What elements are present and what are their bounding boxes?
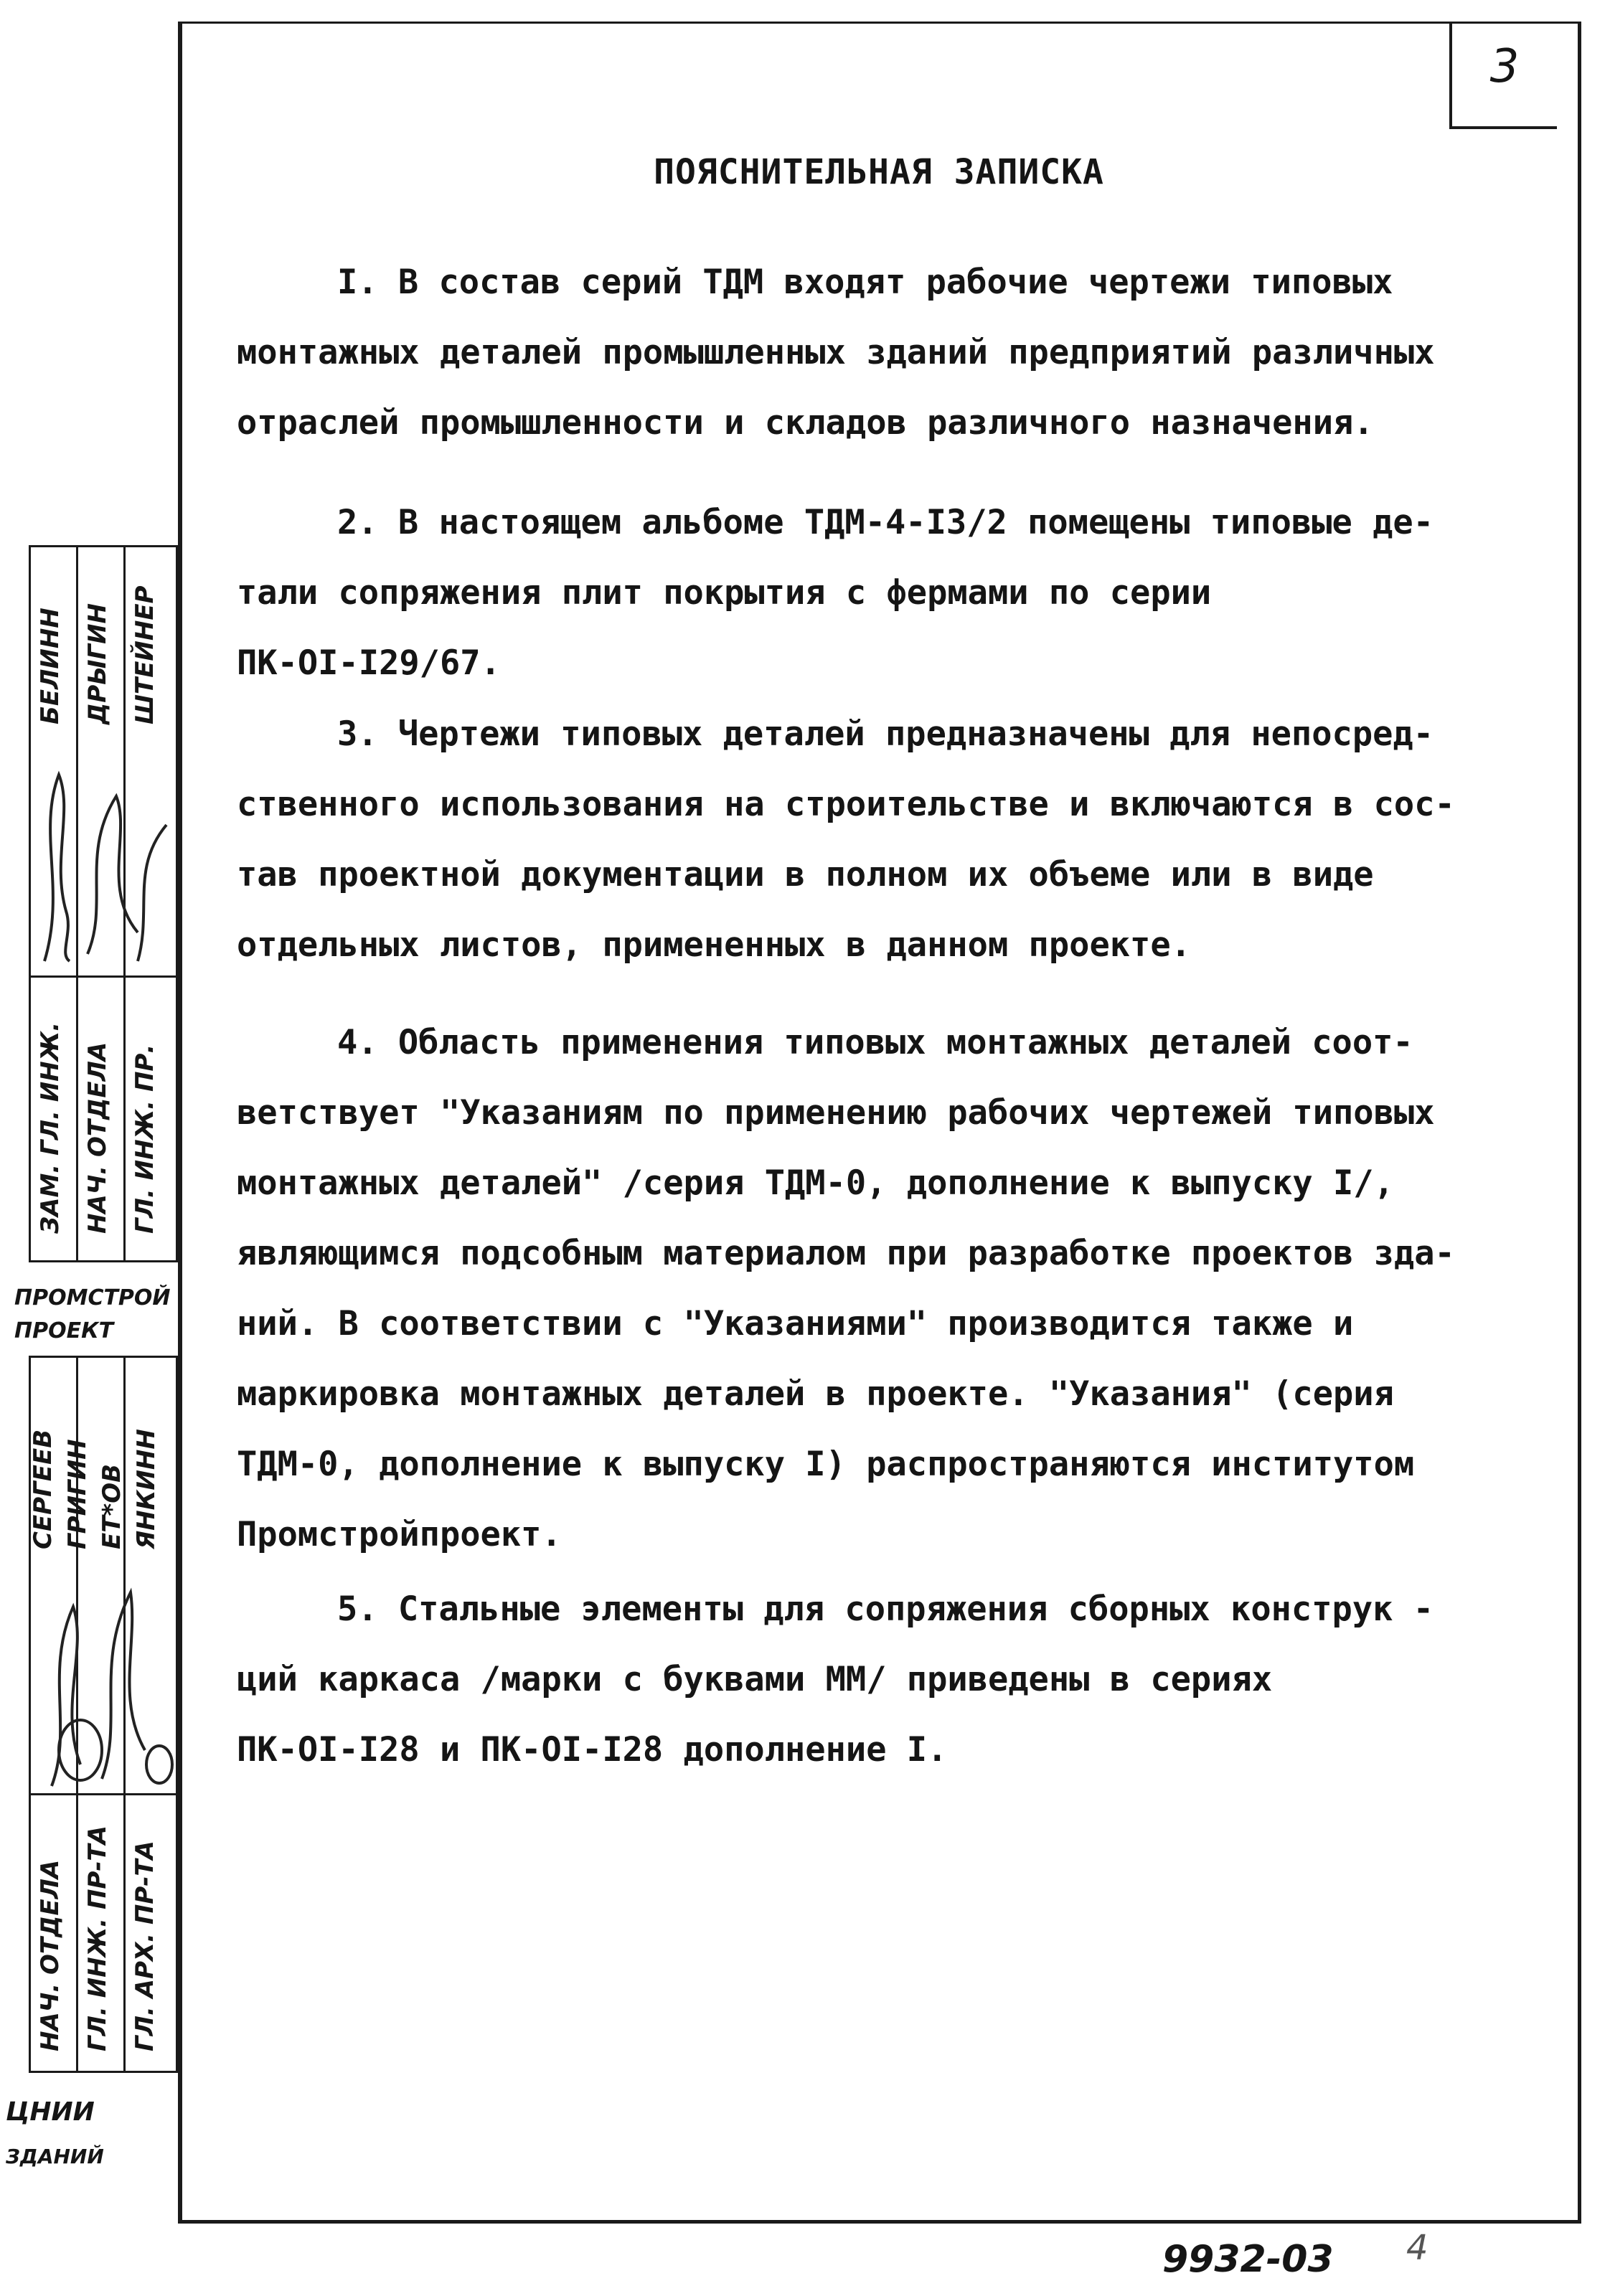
paragraph-3 [237, 699, 1528, 981]
paragraph-line: ПК-OI-I29/67. [237, 643, 501, 683]
paragraph-line: монтажных деталей" /серия ТДМ-0, дополнение к выпуску I/, [237, 1163, 1394, 1203]
paragraph-line: маркировка монтажных деталей в проекте. "Указания" (серия [237, 1374, 1394, 1414]
stamp-name-6: ЕТ*ОВ [98, 1463, 126, 1549]
paragraph-line: ний. В соответствии с "Указаниями" производится также и [237, 1304, 1354, 1343]
stamp-org-2-line-2: ЗДАНИЙ [6, 2145, 104, 2168]
stamp-role-1: ЗАМ. ГЛ. ИНЖ. [36, 1021, 65, 1234]
paragraph-line: 2. В настоящем альбоме ТДМ-4-I3/2 помещены типовые де- [337, 503, 1434, 542]
paragraph-line: ПК-OI-I28 и ПК-OI-I28 дополнение I. [237, 1730, 948, 1770]
paragraph-line: отраслей промышленности и складов различного назначения. [237, 403, 1374, 443]
document-number: 9932-03 [1162, 2238, 1334, 2281]
paragraph-4 [237, 1008, 1528, 1570]
paragraph-line: тав проектной документации в полном их объеме или в виде [237, 855, 1374, 894]
stamp-role-3: ГЛ. ИНЖ. ПР. [131, 1044, 159, 1234]
paragraph-line: 5. Стальные элементы для сопряжения сборных конструк - [337, 1589, 1434, 1629]
stamp-name-1: БЕЛИНН [36, 608, 65, 724]
page-title: ПОЯСНИТЕЛЬНАЯ ЗАПИСКА [654, 152, 1104, 192]
stamp-name-2: ДРЫГИН [83, 603, 112, 724]
paragraph-line: ций каркаса /марки с буквами ММ/ приведены в сериях [237, 1660, 1273, 1699]
stamp-role-5: ГЛ. ИНЖ. ПР-ТА [83, 1825, 112, 2051]
paragraph-line: I. В состав серий ТДМ входят рабочие чертежи типовых [337, 263, 1393, 302]
page-number: 4 [1406, 2228, 1428, 2268]
stamp-name-3: ШТЕЙНЕР [131, 585, 159, 724]
stamp-org-2-line-1: ЦНИИ [6, 2097, 95, 2127]
stamp-name-7: ЯНКИНН [132, 1429, 161, 1549]
stamp-org-1-line-2: ПРОЕКТ [14, 1318, 114, 1343]
stamp-org-1-line-1: ПРОМСТРОЙ [14, 1285, 171, 1310]
paragraph-line: тали сопряжения плит покрытия с фермами по серии [237, 573, 1212, 613]
paragraph-line: ственного использования на строительстве и включаются в сос- [237, 785, 1455, 824]
paragraph-1 [237, 247, 1528, 458]
stamp-role-2: НАЧ. ОТДЕЛА [83, 1041, 112, 1234]
paragraph-line: отдельных листов, примененных в данном проекте. [237, 925, 1191, 965]
paragraph-line: ветствует "Указаниям по применению рабочих чертежей типовых [237, 1093, 1435, 1133]
signatures-block-1 [30, 746, 176, 975]
stamp-name-5: ГРИГИН [63, 1439, 92, 1549]
approval-stamp-strip [0, 531, 178, 2195]
stamp-name-4: СЕРГЕЕВ [29, 1429, 57, 1549]
paragraph-line: 4. Область применения типовых монтажных деталей соот- [337, 1023, 1413, 1062]
stamp-role-4: НАЧ. ОТДЕЛА [36, 1859, 65, 2051]
paragraph-line: являющимся подсобным материалом при разработке проектов зда- [237, 1234, 1455, 1273]
paragraph-line: монтажных деталей промышленных зданий предприятий различных [237, 333, 1435, 372]
paragraph-line: 3. Чертежи типовых деталей предназначены для непосред- [337, 714, 1434, 754]
paragraph-line: ТДМ-0, дополнение к выпуску I) распространяются институтом [237, 1445, 1415, 1484]
paragraph-line: Промстройпроект. [237, 1515, 562, 1554]
signatures-block-2 [30, 1549, 176, 1793]
sheet-number: 3 [1489, 40, 1520, 93]
paragraph-2 [237, 488, 1528, 699]
stamp-role-6: ГЛ. АРХ. ПР-ТА [131, 1841, 159, 2051]
sheet-number-box [1449, 22, 1557, 129]
paragraph-5 [237, 1574, 1528, 1785]
